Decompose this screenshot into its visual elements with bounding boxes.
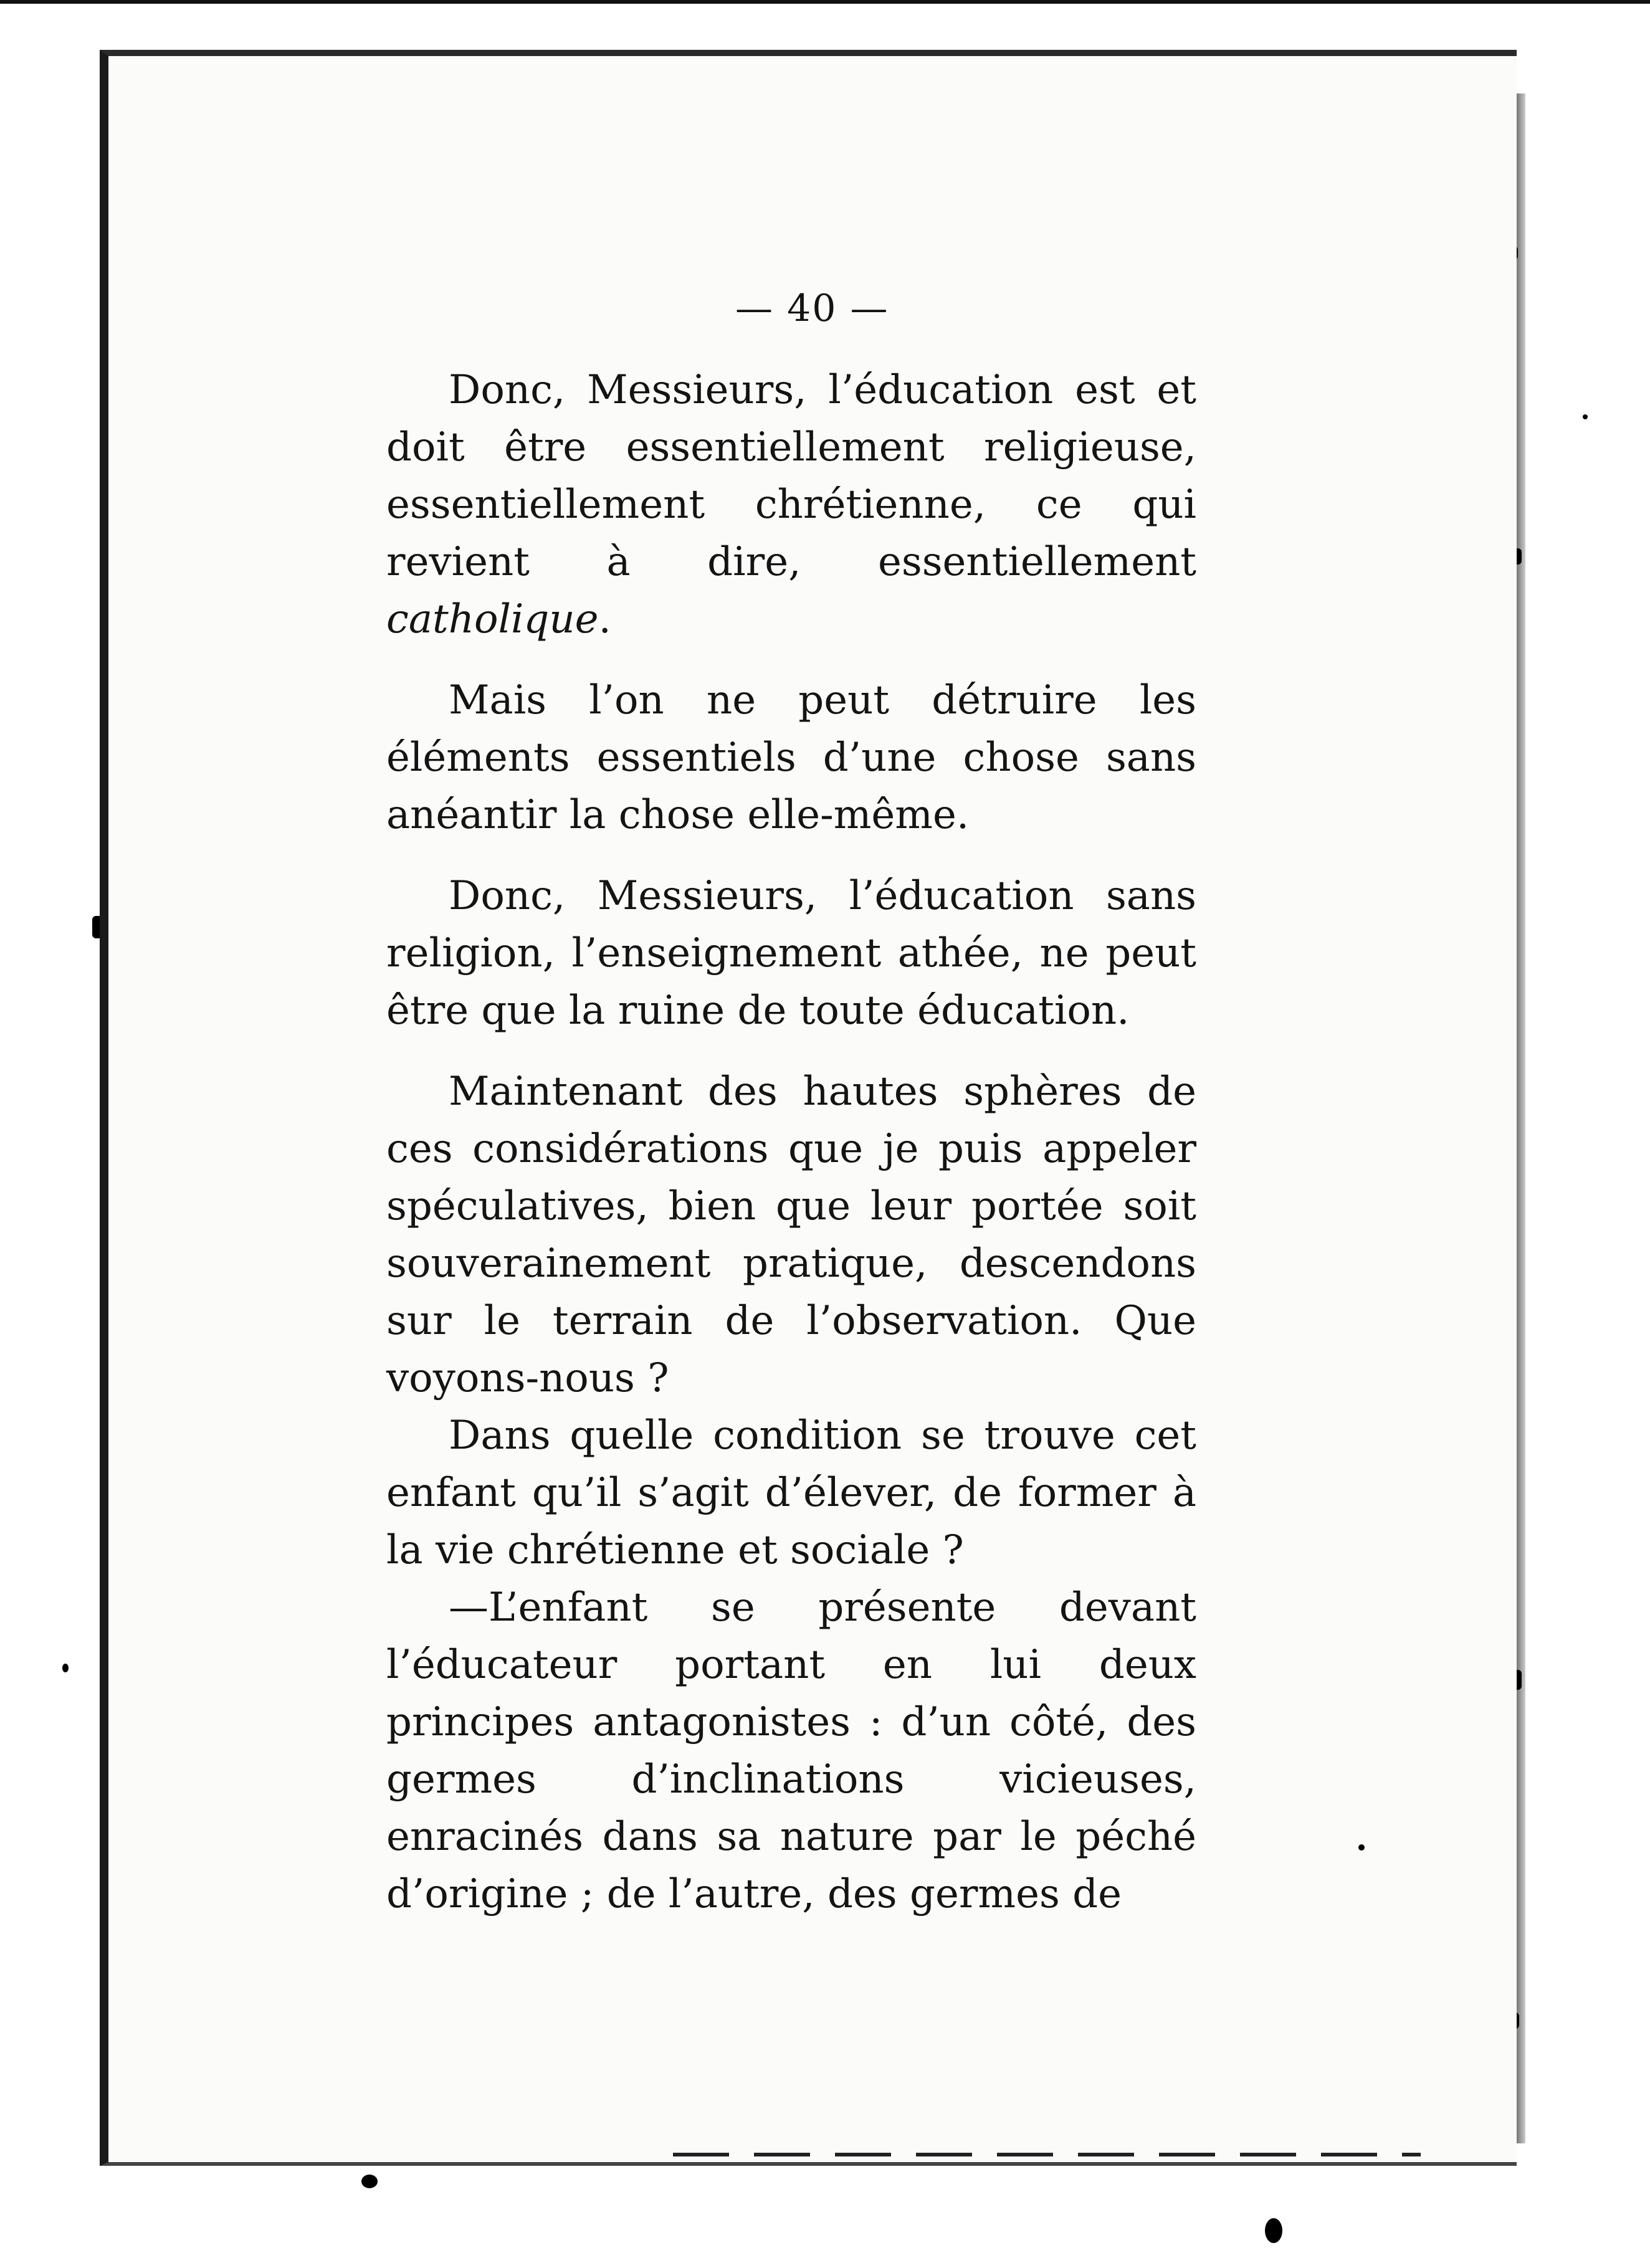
scan-speck [1265,2218,1282,2243]
scan-border-top [0,0,1650,4]
body-text [386,274,1196,1923]
bottom-rule [673,2153,1421,2156]
scan-speck [361,2175,378,2188]
paragraph: Maintenant des hautes sphères de ces considérations que je puis appeler spéculatives, bien que leur portée soit souverainement pratique, descendons sur le terrain de l’observation. Que voyons-nous ? [386,1069,1196,1401]
paragraph-text: Donc, Messieurs, l’éducation est et doit être essentiellement religieuse, essentiellement chrétienne, ce qui revient à dire, essentiellement [386,367,1196,585]
italic-emphasis: catholique [386,596,599,642]
scan-speck [62,1664,69,1672]
paragraph [386,361,1196,648]
scan-speck [1358,1844,1365,1851]
paragraph: Dans quelle condition se trouve cet enfant qu’il s’agit d’élever, de former à la vie chrétienne et sociale ? [386,1413,1196,1573]
paragraph: Donc, Messieurs, l’éducation sans religion, l’enseignement athée, ne peut être que la ruine de toute éducation. [386,873,1196,1034]
paragraph-punctuation: . [598,596,611,642]
scan-speck [1583,414,1588,419]
paragraph: Mais l’on ne peut détruire les éléments essentiels d’une chose sans anéantir la chose elle-même. [386,677,1196,838]
page-number: — 40 — [735,287,889,330]
paragraph: —L’enfant se présente devant l’éducateur portant en lui deux principes antagonistes : d’un côté, des germes d’inclinations vicieuses, enracinés dans sa nature par le péché d’origine ; de l’autre, des germes de [386,1584,1196,1917]
